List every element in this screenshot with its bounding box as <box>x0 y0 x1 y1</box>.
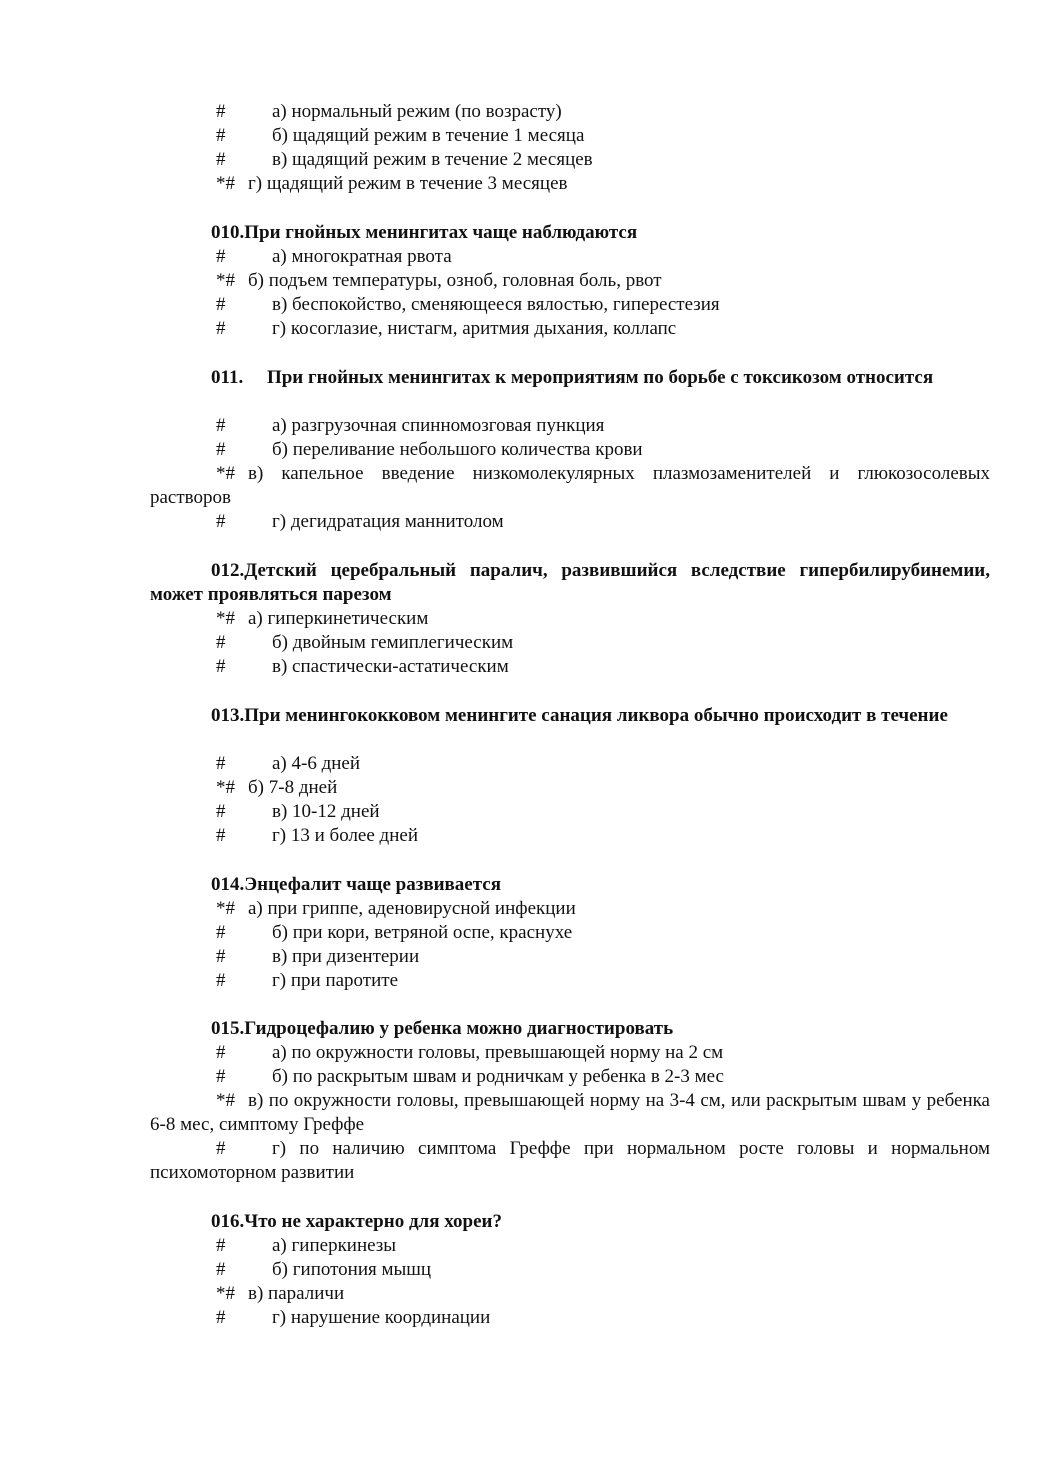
option-a <box>150 414 990 438</box>
option-text: в) 10-12 дней <box>272 801 380 822</box>
option-mark: # <box>216 294 226 315</box>
option-v <box>150 148 990 172</box>
option-mark: # <box>216 970 226 991</box>
option-mark: # <box>216 439 226 460</box>
option-text: г) щадящий режим в течение 3 месяцев <box>248 173 568 194</box>
option-mark: *# <box>216 608 235 629</box>
option-text: а) разгрузочная спинномозговая пункция <box>272 415 605 436</box>
question-text: При менингококковом менингите санация ликвора обычно происходит в течение <box>244 705 948 726</box>
option-b-correct <box>150 269 990 293</box>
option-mark: # <box>216 149 226 170</box>
option-v <box>150 945 990 969</box>
option-mark: *# <box>216 463 235 484</box>
option-text: г) дегидратация маннитолом <box>272 511 504 532</box>
question-number: 014. <box>211 874 245 895</box>
option-text: б) гипотония мышц <box>272 1259 432 1280</box>
option-mark: *# <box>216 270 235 291</box>
option-text: б) подъем температуры, озноб, головная боль, рвот <box>248 270 662 291</box>
question-title <box>150 704 990 728</box>
question-title <box>150 873 990 897</box>
option-g <box>150 317 990 341</box>
option-text: а) многократная рвота <box>272 246 452 267</box>
question-text: Энцефалит чаще развивается <box>244 874 502 895</box>
option-text: а) 4-6 дней <box>272 753 361 774</box>
question-text: Детский церебральный паралич, развившийся вследствие гипербилирубинемии, может проявляться парезом <box>150 560 990 605</box>
question-title <box>150 1210 990 1234</box>
option-b <box>150 921 990 945</box>
option-b <box>150 124 990 148</box>
option-v-correct <box>150 1282 990 1306</box>
option-mark: *# <box>216 1090 235 1111</box>
option-mark: # <box>216 656 226 677</box>
option-g <box>150 824 990 848</box>
option-text: в) беспокойство, сменяющееся вялостью, гиперестезия <box>272 294 720 315</box>
option-mark: # <box>216 415 226 436</box>
option-g <box>150 969 990 993</box>
question-text: При гнойных менингитах к мероприятиям по борьбе с токсикозом относится <box>266 367 934 388</box>
option-a-correct <box>150 607 990 631</box>
option-v-correct <box>150 462 990 510</box>
option-mark: # <box>216 125 226 146</box>
option-mark: # <box>216 318 226 339</box>
question-number: 011. <box>211 367 244 388</box>
option-text: в) по окружности головы, превышающей норму на 3-4 см, или раскрытым швам у ребенка 6-8 мес, симптому Греффе <box>150 1090 990 1135</box>
option-text: а) нормальный режим (по возрасту) <box>272 101 562 122</box>
option-mark: # <box>216 246 226 267</box>
option-text: г) косоглазие, нистагм, аритмия дыхания, коллапс <box>272 318 677 339</box>
option-mark: # <box>216 1307 226 1328</box>
option-mark: # <box>216 1066 226 1087</box>
option-b <box>150 1258 990 1282</box>
option-text: б) переливание небольшого количества крови <box>272 439 643 460</box>
option-text: в) спастически-астатическим <box>272 656 509 677</box>
question-title <box>150 221 990 245</box>
question-text: При гнойных менингитах чаще наблюдаются <box>244 222 638 243</box>
option-g <box>150 1306 990 1330</box>
option-g <box>150 1137 990 1185</box>
option-text: в) при дизентерии <box>272 946 420 967</box>
option-mark: # <box>216 922 226 943</box>
option-a <box>150 752 990 776</box>
option-text: г) по наличию симптома Греффе при нормальном росте головы и нормальном психомоторном развитии <box>150 1138 990 1183</box>
option-text: в) капельное введение низкомолекулярных плазмозаменителей и глюкозосолевых растворов <box>150 463 990 508</box>
question-text: Гидроцефалию у ребенка можно диагностировать <box>244 1018 674 1039</box>
question-title <box>150 366 990 390</box>
option-text: в) щадящий режим в течение 2 месяцев <box>272 149 593 170</box>
option-mark: *# <box>216 1283 235 1304</box>
option-a <box>150 1234 990 1258</box>
option-text: б) 7-8 дней <box>248 777 338 798</box>
option-a <box>150 1041 990 1065</box>
option-a-correct <box>150 897 990 921</box>
option-mark: # <box>216 1042 226 1063</box>
option-b <box>150 438 990 462</box>
option-text: б) двойным гемиплегическим <box>272 632 514 653</box>
option-mark: # <box>216 753 226 774</box>
option-b <box>150 1065 990 1089</box>
option-a <box>150 100 990 124</box>
option-text: а) при гриппе, аденовирусной инфекции <box>248 898 576 919</box>
option-v <box>150 800 990 824</box>
option-text: б) при кори, ветряной оспе, краснухе <box>272 922 573 943</box>
option-mark: # <box>216 825 226 846</box>
option-mark: *# <box>216 898 235 919</box>
option-v-correct <box>150 1089 990 1137</box>
option-text: в) параличи <box>248 1283 345 1304</box>
option-v <box>150 655 990 679</box>
option-text: а) гиперкинезы <box>272 1235 397 1256</box>
option-text: б) по раскрытым швам и родничкам у ребенка в 2-3 мес <box>272 1066 724 1087</box>
option-a <box>150 245 990 269</box>
option-mark: # <box>216 101 226 122</box>
question-title <box>150 559 990 607</box>
option-mark: *# <box>216 173 235 194</box>
option-mark: # <box>216 632 226 653</box>
option-mark: # <box>216 946 226 967</box>
option-mark: # <box>216 511 226 532</box>
option-b <box>150 631 990 655</box>
question-number: 010. <box>211 222 245 243</box>
question-text: Что не характерно для хореи? <box>244 1211 502 1232</box>
option-text: б) щадящий режим в течение 1 месяца <box>272 125 585 146</box>
option-mark: # <box>216 1259 226 1280</box>
option-text: г) при паротите <box>272 970 399 991</box>
question-number: 013. <box>211 705 245 726</box>
option-text: г) нарушение координации <box>272 1307 491 1328</box>
option-mark: # <box>216 1138 226 1159</box>
question-number: 015. <box>211 1018 245 1039</box>
question-number: 016. <box>211 1211 245 1232</box>
option-b-correct <box>150 776 990 800</box>
option-text: г) 13 и более дней <box>272 825 418 846</box>
question-number: 012. <box>211 560 245 581</box>
option-v <box>150 293 990 317</box>
option-mark: # <box>216 801 226 822</box>
option-mark: *# <box>216 777 235 798</box>
option-mark: # <box>216 1235 226 1256</box>
option-text: а) гиперкинетическим <box>248 608 429 629</box>
question-title <box>150 1017 990 1041</box>
option-text: а) по окружности головы, превышающей норму на 2 см <box>272 1042 724 1063</box>
option-g-correct <box>150 172 990 196</box>
option-g <box>150 510 990 534</box>
